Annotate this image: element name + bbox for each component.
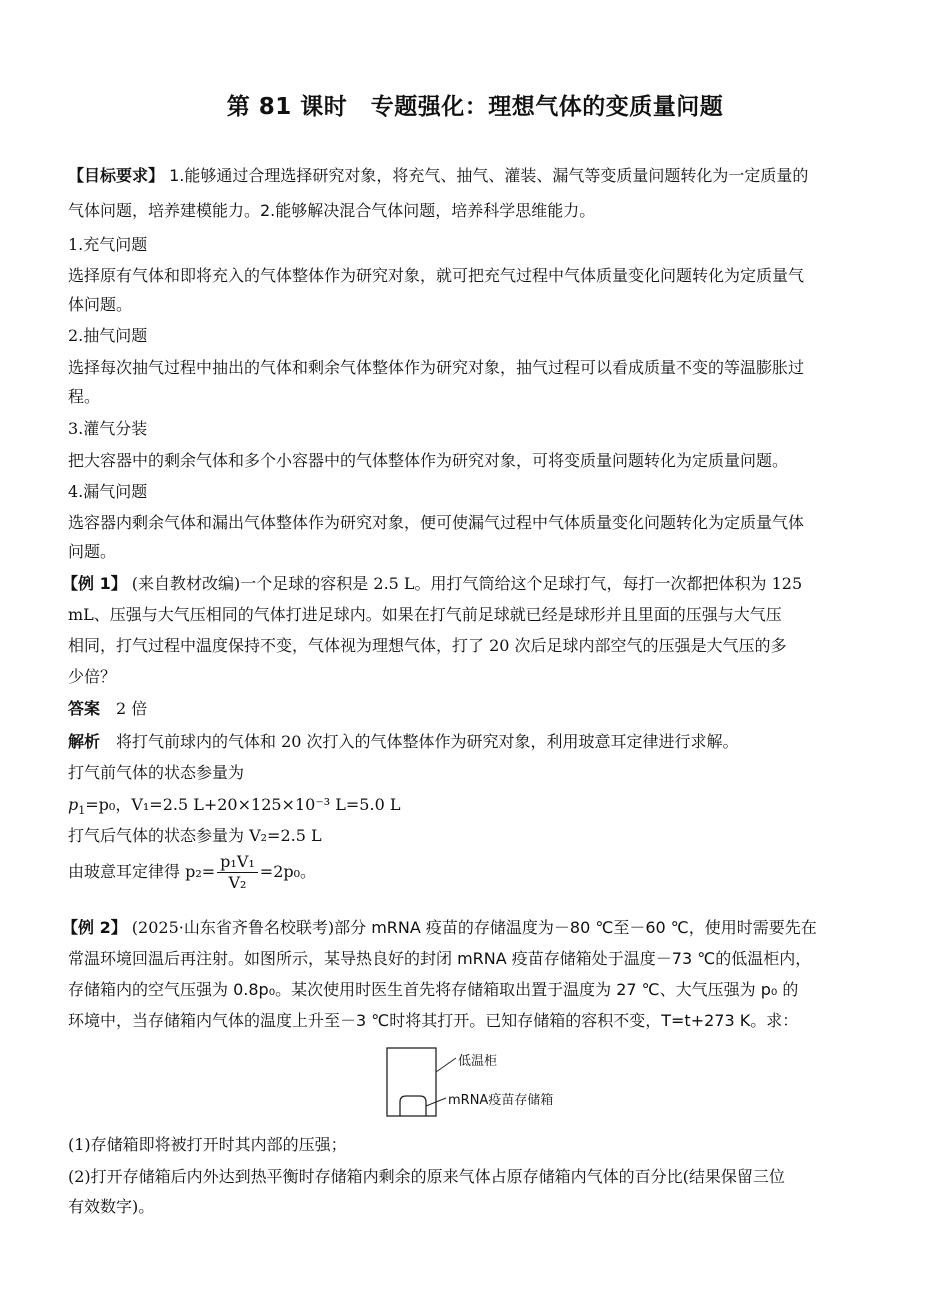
fraction-denominator: V₂ [228, 873, 247, 892]
vaccine-box-label: mRNA疫苗存储箱 [448, 1093, 554, 1108]
question-2-line-1: (2)打开存储箱后内外达到热平衡时存储箱内剩余的原来气体占原存储箱内气体的百分比(结果保留三位 [68, 1167, 785, 1186]
cabinet-label: 低温柜 [458, 1054, 498, 1069]
equation-1: $p_1=p_0$，V₁=2.5 L+20×125×10⁻³ L=5.0 L [68, 795, 401, 818]
example2-label: 【例 2】 [62, 918, 127, 937]
example2-text-3: 存储箱内的空气压强为 0.8p₀。某次使用时医生首先将存储箱取出置于温度为 27 ℃、大气压强为 p₀ 的 [68, 980, 799, 999]
example2-text-2: 常温环境回温后再注射。如图所示，某导热良好的封闭 mRNA 疫苗存储箱处于温度－73 ℃的低温柜内， [68, 949, 812, 968]
boyle-prefix: 由玻意耳定律得 p₂= [68, 862, 216, 881]
fraction-numerator: p₁V₁ [217, 852, 258, 873]
goal-label: 【目标要求】 [68, 166, 165, 185]
example1-source: (来自教材改编) [126, 574, 241, 593]
answer-label: 答案 [68, 699, 101, 718]
example1-analysis [68, 731, 888, 753]
section-text-inflate-1: 选择原有气体和即将充入的气体整体作为研究对象，就可把充气过程中气体质量变化问题转化为定质量气 [68, 266, 805, 285]
example1-label: 【例 1】 [62, 574, 127, 593]
example1-text-2: mL、压强与大气压相同的气体打进足球内。如果在打气前足球就已经是球形并且里面的压强与大气压 [68, 605, 782, 624]
boyle-equation [68, 852, 888, 893]
example1-text-4: 少倍？ [68, 667, 117, 686]
section-heading-fill: 3.灌气分装 [68, 419, 148, 438]
cabinet-outline [387, 1048, 436, 1116]
section-heading-leak: 4.漏气问题 [68, 482, 148, 501]
section-text-extract-1: 选择每次抽气过程中抽出的气体和剩余气体整体作为研究对象，抽气过程可以看成质量不变的等温膨胀过 [68, 358, 805, 377]
example1-text-1: 一个足球的容积是 2.5 L。用打气筒给这个足球打气，每打一次都把体积为 125 [240, 574, 803, 593]
boyle-fraction [217, 852, 258, 893]
state-after-label: 打气后气体的状态参量为 V₂=2.5 L [68, 826, 322, 845]
section-heading-extract: 2.抽气问题 [68, 326, 148, 345]
boyle-suffix: =2p₀。 [259, 862, 317, 881]
equation-1-text: =p₀，V₁=2.5 L+20×125×10⁻³ L=5.0 L [85, 795, 401, 814]
section-text-inflate-2: 体问题。 [68, 295, 133, 314]
example2-line-1 [62, 917, 882, 939]
answer-text: 2 倍 [100, 699, 148, 718]
example2-text-1: 部分 mRNA 疫苗的存储温度为－80 ℃至－60 ℃，使用时需要先在 [334, 918, 817, 937]
vaccine-box-outline [400, 1096, 426, 1116]
section-heading-inflate: 1.充气问题 [68, 235, 148, 254]
example1-answer [68, 698, 888, 720]
analysis-text: 将打气前球内的气体和 20 次打入的气体整体作为研究对象，利用玻意耳定律进行求解。 [100, 732, 739, 751]
question-2-line-2: 有效数字)。 [68, 1197, 155, 1216]
goal-line-1 [68, 165, 888, 187]
section-text-fill-1: 把大容器中的剩余气体和多个小容器中的气体整体作为研究对象，可将变质量问题转化为定质量问题。 [68, 451, 789, 470]
section-text-leak-1: 选容器内剩余气体和漏出气体整体作为研究对象，便可使漏气过程中气体质量变化问题转化为定质量气体 [68, 513, 805, 532]
storage-figure [380, 1040, 580, 1122]
analysis-label: 解析 [68, 732, 101, 751]
example1-line-1 [62, 573, 882, 595]
section-text-leak-2: 问题。 [68, 542, 117, 561]
section-text-extract-2: 程。 [68, 387, 101, 406]
example2-source: (2025·山东省齐鲁名校联考) [126, 918, 335, 937]
example2-text-4: 环境中，当存储箱内气体的温度上升至－3 ℃时将其打开。已知存储箱的容积不变，T=t+273 K。求： [68, 1011, 799, 1030]
question-1: (1)存储箱即将被打开时其内部的压强； [68, 1135, 347, 1154]
state-before-label: 打气前气体的状态参量为 [68, 763, 245, 782]
page-title: 第 81 课时 专题强化：理想气体的变质量问题 [226, 94, 724, 120]
cabinet-pointer-line [436, 1058, 456, 1072]
goal-text-1: 1.能够通过合理选择研究对象，将充气、抽气、灌装、漏气等变质量问题转化为一定质量的 [164, 166, 809, 185]
goal-text-2: 气体问题，培养建模能力。2.能够解决混合气体问题，培养科学思维能力。 [68, 201, 596, 220]
example1-text-3: 相同，打气过程中温度保持不变，气体视为理想气体，打了 20 次后足球内部空气的压强是大气压的多 [68, 636, 787, 655]
